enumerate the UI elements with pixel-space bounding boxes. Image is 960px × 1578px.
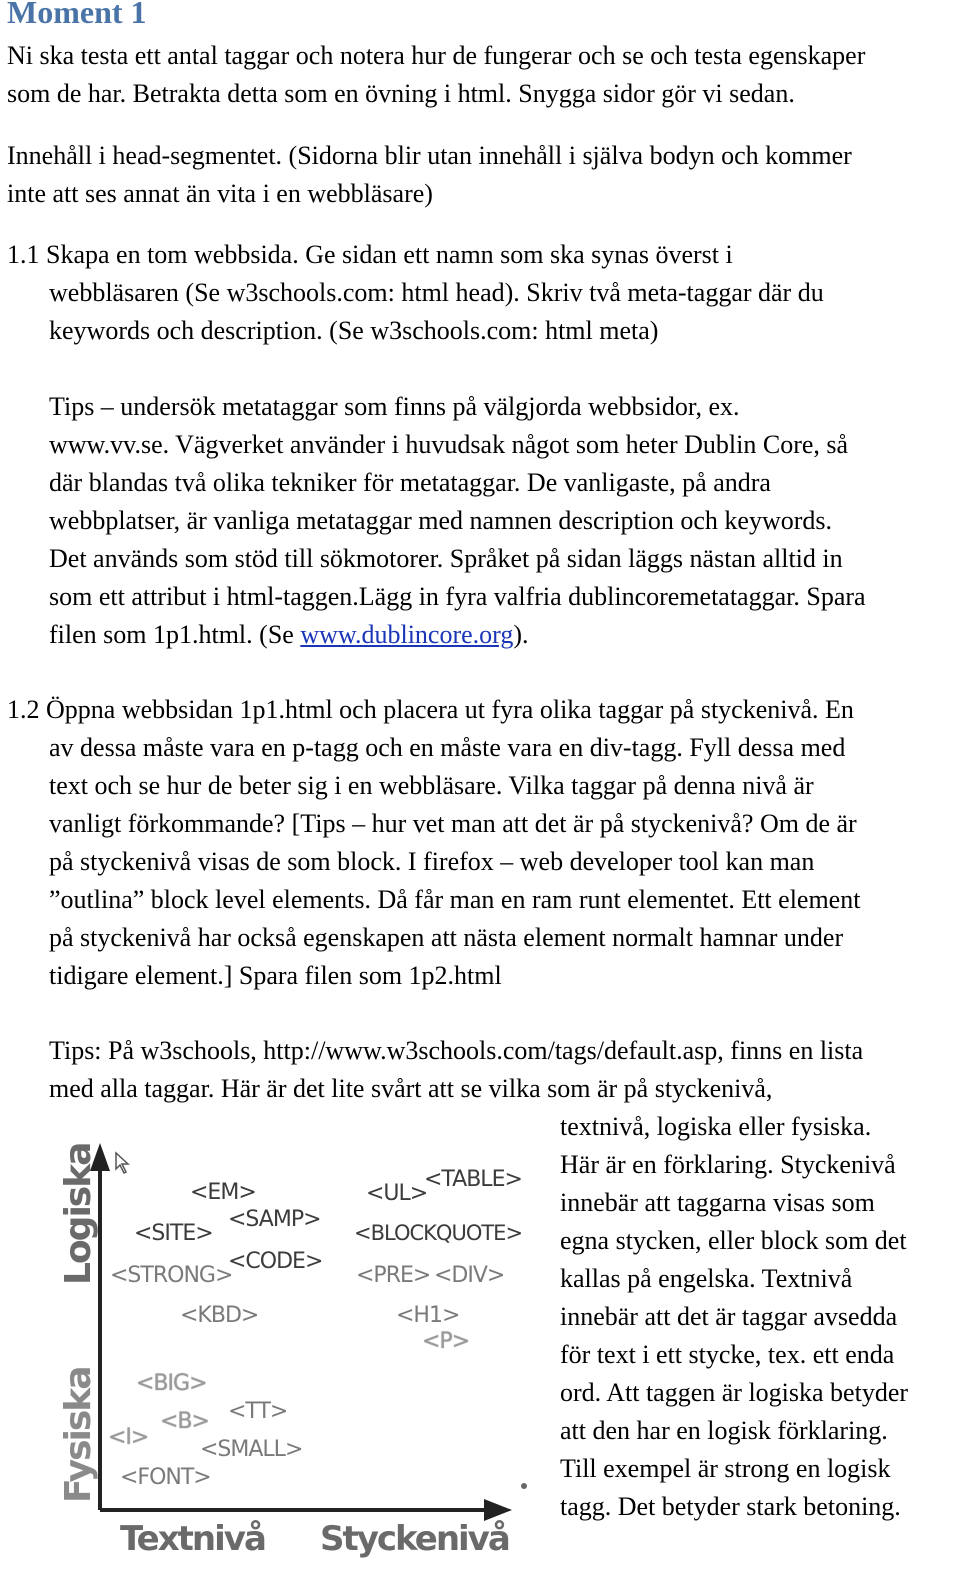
text-line: keywords och description. (Se w3schools.com: html meta): [49, 316, 659, 345]
text-line: där blandas två olika tekniker för metataggar. De vanligaste, på andra: [49, 468, 771, 497]
tag-site: <SITE>: [134, 1221, 213, 1246]
text-line: innebär att det är taggar avsedda: [560, 1302, 898, 1331]
text-line: tidigare element.] Spara filen som 1p2.html: [49, 961, 502, 990]
text-line: 1.2 Öppna webbsidan 1p1.html och placera ut fyra olika taggar på styckenivå. En: [7, 695, 854, 724]
tag-i: <I>: [108, 1425, 149, 1450]
text-line: Tips: På w3schools, http://www.w3schools.com/tags/default.asp, finns en lista: [49, 1036, 864, 1065]
text-line: Det används som stöd till sökmotorer. Språket på sidan läggs nästan alltid in: [49, 544, 843, 573]
text-line: 1.1 Skapa en tom webbsida. Ge sidan ett namn som ska synas överst i: [7, 240, 733, 269]
text-line: text och se hur de beter sig i en webbläsare. Vilka taggar på denna nivå är: [49, 771, 814, 800]
text-line: webbläsaren (Se w3schools.com: html head). Skriv två meta-taggar där du: [49, 278, 824, 307]
text-line: [49, 616, 529, 654]
x-axis-label-styckeniva: Styckenivå: [320, 1519, 509, 1559]
tag-em: <EM>: [190, 1180, 256, 1205]
tag-tt: <TT>: [228, 1399, 288, 1424]
tag-p: <P>: [422, 1329, 470, 1354]
text-line: på styckenivå visas de som block. I firefox – web developer tool kan man: [49, 847, 815, 876]
text-line: textnivå, logiska eller fysiska.: [560, 1112, 872, 1141]
text-line: kallas på engelska. Textnivå: [560, 1264, 853, 1293]
tag-b: <B>: [160, 1409, 209, 1434]
text-line: vanligt förkommande? [Tips – hur vet man att det är på styckenivå? Om de är: [49, 809, 857, 838]
tag-font: <FONT>: [120, 1465, 211, 1490]
text-line: inte att ses annat än vita i en webbläsare): [7, 179, 433, 208]
text-line: på styckenivå har också egenskapen att nästa element normalt hamnar under: [49, 923, 844, 952]
tag-big: <BIG>: [136, 1371, 207, 1396]
tag-code: <CODE>: [228, 1249, 323, 1274]
page-heading: Moment 1: [7, 0, 147, 30]
text-line: att den har en logisk förklaring.: [560, 1416, 888, 1445]
tag-classification-figure: [50, 1135, 550, 1575]
text-line: med alla taggar. Här är det lite svårt att se vilka som är på styckenivå,: [49, 1074, 773, 1103]
text-line: som de har. Betrakta detta som en övning i html. Snygga sidor gör vi sedan.: [7, 79, 795, 108]
tag-ul: <UL>: [366, 1181, 428, 1206]
tag-h1: <H1>: [396, 1303, 460, 1328]
tag-small: <SMALL>: [200, 1437, 303, 1462]
tag-strong: <STRONG>: [110, 1263, 233, 1288]
tag-div: <DIV>: [434, 1263, 505, 1288]
x-axis-arrow-icon: [484, 1499, 512, 1521]
text-line: Tips – undersök metataggar som finns på välgjorda webbsidor, ex.: [49, 392, 740, 421]
text-line: Till exempel är strong en logisk: [560, 1454, 891, 1483]
dublincore-link[interactable]: www.dublincore.org: [300, 620, 514, 649]
text-line: egna stycken, eller block som det: [560, 1226, 907, 1255]
text-segment: filen som 1p1.html. (Se: [49, 620, 301, 649]
text-line: tagg. Det betyder stark betoning.: [560, 1492, 901, 1521]
text-line: av dessa måste vara en p-tagg och en måste vara en div-tagg. Fyll dessa med: [49, 733, 846, 762]
tag-kbd: <KBD>: [180, 1303, 259, 1328]
x-axis-label-textniva: Textnivå: [120, 1519, 265, 1559]
text-line: som ett attribut i html-taggen.Lägg in fyra valfria dublincoremetataggar. Spara: [49, 582, 866, 611]
y-axis-label-logiska: Logiska: [58, 1143, 99, 1285]
text-segment: ).: [513, 620, 529, 649]
tag-pre: <PRE>: [356, 1263, 431, 1288]
tag-blockquote: <BLOCKQUOTE>: [354, 1221, 523, 1245]
text-line: Innehåll i head-segmentet. (Sidorna blir utan innehåll i själva bodyn och kommer: [7, 141, 852, 170]
text-line: för text i ett stycke, tex. ett enda: [560, 1340, 895, 1369]
text-line: ord. Att taggen är logiska betyder: [560, 1378, 909, 1407]
y-axis-label-fysiska: Fysiska: [58, 1367, 99, 1503]
text-line: ”outlina” block level elements. Då får man en ram runt elementet. Ett element: [49, 885, 861, 914]
text-line: Här är en förklaring. Styckenivå: [560, 1150, 896, 1179]
tag-table: <TABLE>: [424, 1167, 522, 1192]
figure-axes: [50, 1135, 550, 1575]
text-line: Ni ska testa ett antal taggar och notera hur de fungerar och se och testa egenskaper: [7, 41, 866, 70]
text-line: www.vv.se. Vägverket använder i huvudsak något som heter Dublin Core, så: [49, 430, 849, 459]
text-line: webbplatser, är vanliga metataggar med namnen description och keywords.: [49, 506, 833, 535]
text-line: innebär att taggarna visas som: [560, 1188, 875, 1217]
tag-samp: <SAMP>: [228, 1207, 321, 1232]
dot-icon: [521, 1483, 527, 1489]
cursor-pointer-icon: [116, 1153, 128, 1173]
